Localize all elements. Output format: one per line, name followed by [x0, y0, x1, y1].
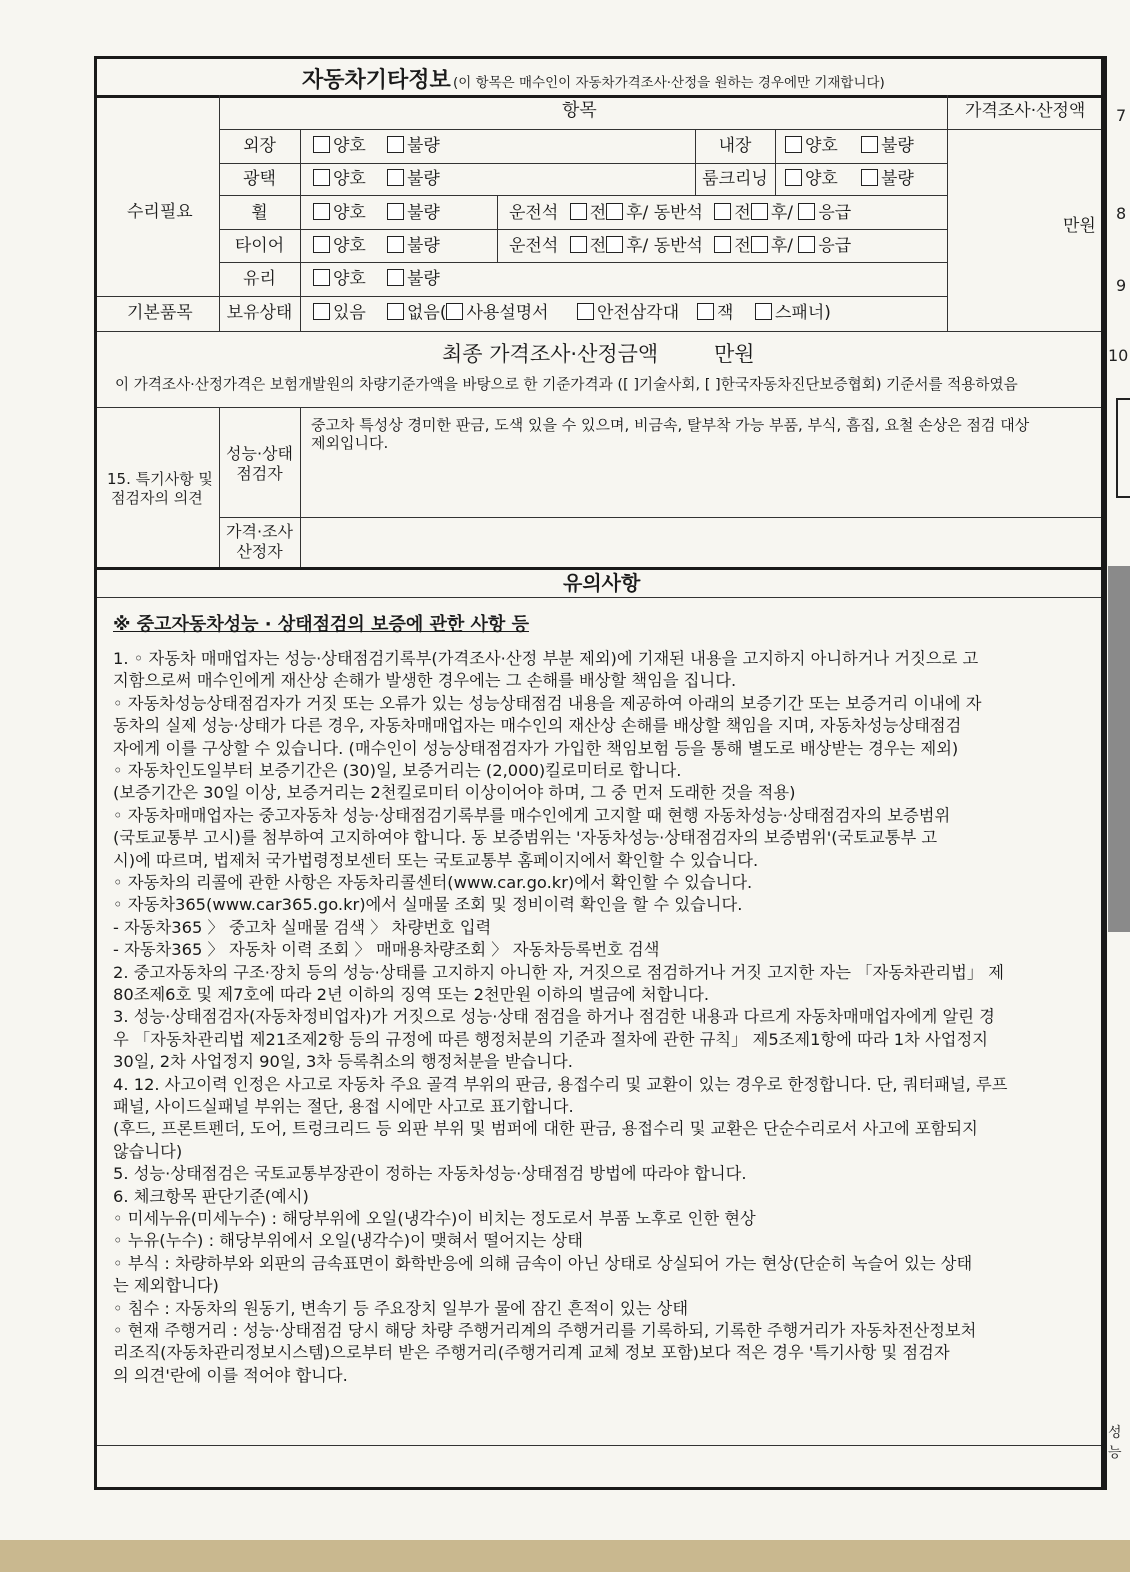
notice-line: ◦ 자동차인도일부터 보증기간은 (30)일, 보증거리는 (2,000)킬로미터로 합니다.	[113, 761, 682, 780]
roomcleaning-bad-checkbox[interactable]: 불량	[861, 169, 914, 189]
have-checkbox[interactable]: 있음	[313, 303, 366, 323]
edge-mark: 8	[1116, 204, 1127, 223]
divider	[219, 262, 947, 263]
notice-line: 동차의 실제 성능·상태가 다른 경우, 자동차매매업자는 매수인의 재산상 손해를 배상할 책임을 지며, 자동차성능상태점검	[113, 716, 962, 736]
notice-line: 5. 성능·상태점검은 국토교통부장관이 정하는 자동차성능·상태점검 방법에 따라야 합니다.	[113, 1164, 747, 1184]
notice-line: 4. 12. 사고이력 인정은 사고로 자동차 주요 골격 부위의 판금, 용접수리 및 교환이 있는 경우로 한정합니다. 단, 쿼터패널, 루프	[113, 1074, 1008, 1094]
row-interior-label: 내장	[718, 136, 752, 156]
scan-background	[0, 1540, 1130, 1572]
notice-line: 3. 성능·상태점검자(자동차정비업자)가 거짓으로 성능·상태 점검을 하거나 점검한 내용과 다르게 자동차매매업자에게 알린 경	[113, 1007, 995, 1027]
notice-line: ◦ 현재 주행거리 : 성능·상태점검 당시 해당 차량 주행거리계의 주행거리를 기록하되, 기록한 주행거리가 자동차전산정보처	[113, 1321, 977, 1340]
wheel-good-checkbox[interactable]: 양호	[313, 203, 366, 223]
divider	[219, 229, 947, 230]
divider	[97, 407, 1101, 408]
interior-good-checkbox[interactable]: 양호	[785, 136, 838, 156]
notice-line: 않습니다)	[113, 1141, 183, 1161]
notice-line: 의 의견'란에 이를 적어야 합니다.	[113, 1365, 348, 1385]
row-polish-label: 광택	[243, 169, 276, 189]
appraiser-label: 가격·조사	[226, 522, 293, 541]
divider	[1104, 56, 1107, 1490]
exterior-good-checkbox[interactable]: 양호	[313, 136, 366, 156]
notice-line: 는 제외합니다)	[113, 1276, 219, 1296]
edge-mark: 9	[1116, 276, 1127, 295]
notice-subtitle: ※ 중고자동차성능 · 상태점검의 보증에 관한 사항 등	[113, 614, 529, 635]
divider	[300, 407, 301, 567]
notice-line: 80조제6호 및 제7호에 따라 2년 이하의 징역 또는 2천만원 이하의 벌금에 처합니다.	[113, 985, 710, 1004]
final-price-unit: 만원	[714, 342, 755, 366]
row-glass-label: 유리	[243, 269, 276, 289]
notice-line: ◦ 자동차365(www.car365.go.kr)에서 실매물 조회 및 정비이력 확인을 할 수 있습니다.	[113, 895, 743, 915]
interior-bad-checkbox[interactable]: 불량	[861, 136, 914, 156]
notice-line: (보증기간은 30일 이상, 보증거리는 2천킬로미터 이상이어야 하며, 그 중 먼저 도래한 것을 적용)	[113, 783, 796, 803]
wheel-bad-checkbox[interactable]: 불량	[387, 203, 440, 223]
special-notes-label: 15. 특기사항 및	[107, 470, 213, 488]
inspector-label-2: 점검자	[236, 464, 283, 483]
divider	[97, 567, 1101, 570]
section-note: (이 항목은 매수인이 자동차가격조사·산정을 원하는 경우에만 기재합니다)	[453, 75, 885, 91]
appraiser-label-2: 산정자	[236, 542, 283, 561]
wheel-driver-options[interactable]: 운전석 전 후/ 동반석 전 후/ 응급	[509, 203, 852, 223]
notice-line: 30일, 2차 사업정지 90일, 3차 등록취소의 행정처분을 받습니다.	[113, 1052, 573, 1072]
divider	[497, 195, 498, 262]
notice-line: ◦ 미세누유(미세누수) : 해당부위에 오일(냉각수)이 비치는 정도로서 부품 노후로 인한 현상	[113, 1209, 756, 1228]
final-price-title: 최종 가격조사·산정금액	[442, 342, 659, 366]
notice-line: 지함으로써 매수인에게 재산상 손해가 발생한 경우에는 그 손해를 배상할 책임을 집니다.	[113, 671, 737, 691]
column-header-price: 가격조사·산정액	[965, 101, 1086, 121]
notice-line: - 자동차365 〉 중고차 실매물 검색 〉 차량번호 입력	[113, 917, 492, 937]
notice-line: ◦ 부식 : 차량하부와 외판의 금속표면이 화학반응에 의해 금속이 아닌 상태로 상실되어 가는 현상(단순히 녹슬어 있는 상태	[113, 1253, 973, 1273]
divider	[97, 1445, 1101, 1446]
notice-line: ◦ 침수 : 자동차의 원동기, 변속기 등 주요장치 일부가 물에 잠긴 흔적이 있는 상태	[113, 1298, 689, 1318]
repair-unit: 만원	[1063, 216, 1096, 236]
divider	[219, 517, 1101, 518]
row-exterior-label: 외장	[243, 136, 276, 156]
repair-label: 수리필요	[127, 202, 193, 222]
notice-line: ◦ 자동차성능상태점검자가 거짓 또는 오류가 있는 성능상태점검 내용을 제공하여 아래의 보증기간 또는 보증거리 이내에 자	[113, 693, 982, 713]
basic-items-label: 기본품목	[127, 303, 193, 323]
notice-line: 패널, 사이드실패널 부위는 절단, 용접 시에만 사고로 표기합니다.	[113, 1097, 574, 1116]
row-wheel-label: 휠	[251, 203, 268, 223]
edge-photo	[1108, 566, 1130, 932]
notice-line: 6. 체크항목 판단기준(예시)	[113, 1186, 309, 1206]
notice-line: 자에게 이를 구상할 수 있습니다. (매수인이 성능상태점검자가 가입한 책임보험 등을 통해 별도로 배상받는 경우는 제외)	[113, 738, 959, 758]
roomcleaning-good-checkbox[interactable]: 양호	[785, 169, 838, 189]
edge-box	[1116, 398, 1130, 498]
divider	[300, 296, 301, 331]
notice-line: - 자동차365 〉 자동차 이력 조회 〉 매매용차량조회 〉 자동차등록번호 검색	[113, 940, 660, 960]
divider	[97, 296, 947, 297]
edge-mark: 7	[1116, 106, 1127, 125]
glass-bad-checkbox[interactable]: 불량	[387, 269, 440, 289]
divider	[219, 163, 947, 164]
triangle-checkbox[interactable]: 안전삼각대	[577, 303, 679, 323]
spanner-checkbox[interactable]: 스패너)	[755, 303, 831, 323]
column-header-item: 항목	[562, 100, 597, 121]
tire-driver-options[interactable]: 운전석 전 후/ 동반석 전 후/ 응급	[509, 236, 852, 256]
inspector-label: 성능·상태	[226, 444, 293, 463]
divider	[947, 95, 948, 331]
row-roomcleaning-label: 룸크리닝	[702, 169, 768, 189]
inspector-opinion-text: 중고차 특성상 경미한 판금, 도색 있을 수 있으며, 비금속, 탈부착 가능 부품, 부식, 흠집, 요철 손상은 점검 대상	[311, 416, 1030, 434]
notice-line: 우 「자동차관리법 제21조제2항 등의 규정에 따른 행정처분의 기준과 절차에 관한 규칙」 제5조제1항에 따라 1차 사업정지	[113, 1029, 988, 1049]
tire-bad-checkbox[interactable]: 불량	[387, 236, 440, 256]
section-title: 자동차기타정보	[302, 68, 451, 93]
inspector-opinion-text-2: 제외입니다.	[311, 434, 389, 452]
tire-good-checkbox[interactable]: 양호	[313, 236, 366, 256]
notice-line: 1. ◦ 자동차 매매업자는 성능·상태점검기록부(가격조사·산정 부분 제외)에 기재된 내용을 고지하지 아니하거나 거짓으로 고	[113, 649, 979, 668]
edge-mark: 10	[1108, 346, 1129, 365]
notice-line: 2. 중고자동차의 구조·장치 등의 성능·상태를 고지하지 아니한 자, 거짓으로 점검하거나 거짓 고지한 자는 「자동차관리법」 제	[113, 962, 1005, 982]
divider	[775, 129, 776, 195]
divider	[219, 195, 947, 196]
divider	[97, 597, 1101, 598]
final-price-note: 이 가격조사·산정가격은 보험개발원의 차량기준가액을 바탕으로 한 기준가격과 ([ ]기술사회, [ ]한국자동차진단보증협회) 기준서를 적용하였음	[115, 376, 1018, 393]
possession-status-label: 보유상태	[226, 303, 293, 323]
notice-line: 리조직(자동차관리정보시스템)으로부터 받은 주행거리(주행거리계 교체 정보 포함)보다 적은 경우 '특기사항 및 점검자	[113, 1343, 950, 1363]
edge-mark: 성능	[1108, 1425, 1122, 1461]
divider	[219, 129, 1101, 130]
divider	[97, 331, 1101, 332]
notice-line: (국토교통부 고시)를 첨부하여 고지하여야 합니다. 동 보증범위는 '자동차성능·상태점검자의 보증범위'(국토교통부 고	[113, 828, 938, 848]
notice-line: 시)에 따르며, 법제처 국가법령정보센터 또는 국토교통부 홈페이지에서 확인할 수 있습니다.	[113, 850, 759, 870]
inspection-form	[94, 56, 1104, 1490]
exterior-bad-checkbox[interactable]: 불량	[387, 136, 440, 156]
notice-line: (후드, 프론트펜더, 도어, 트렁크리드 등 외판 부위 및 범퍼에 대한 판금, 용접수리 및 교환은 단순수리로서 사고에 포함되지	[113, 1119, 978, 1139]
special-notes-label-2: 점검자의 의견	[111, 489, 203, 507]
notice-title: 유의사항	[563, 571, 641, 595]
jack-checkbox[interactable]: 잭	[697, 303, 733, 323]
notice-line: ◦ 누유(누수) : 해당부위에서 오일(냉각수)이 맺혀서 떨어지는 상태	[113, 1231, 583, 1251]
none-checkbox[interactable]: 없음( 사용설명서	[387, 303, 549, 323]
notice-line: ◦ 자동차의 리콜에 관한 사항은 자동차리콜센터(www.car.go.kr)에서 확인할 수 있습니다.	[113, 873, 753, 892]
glass-good-checkbox[interactable]: 양호	[313, 269, 366, 289]
row-tire-label: 타이어	[234, 236, 285, 256]
notice-line: ◦ 자동차매매업자는 중고자동차 성능·상태점검기록부를 매수인에게 고지할 때 현행 자동차성능·상태점검자의 보증범위	[113, 805, 951, 825]
polish-good-checkbox[interactable]: 양호	[313, 169, 366, 189]
polish-bad-checkbox[interactable]: 불량	[387, 169, 440, 189]
divider	[97, 95, 1101, 98]
adjacent-page-edge	[1104, 56, 1130, 1506]
